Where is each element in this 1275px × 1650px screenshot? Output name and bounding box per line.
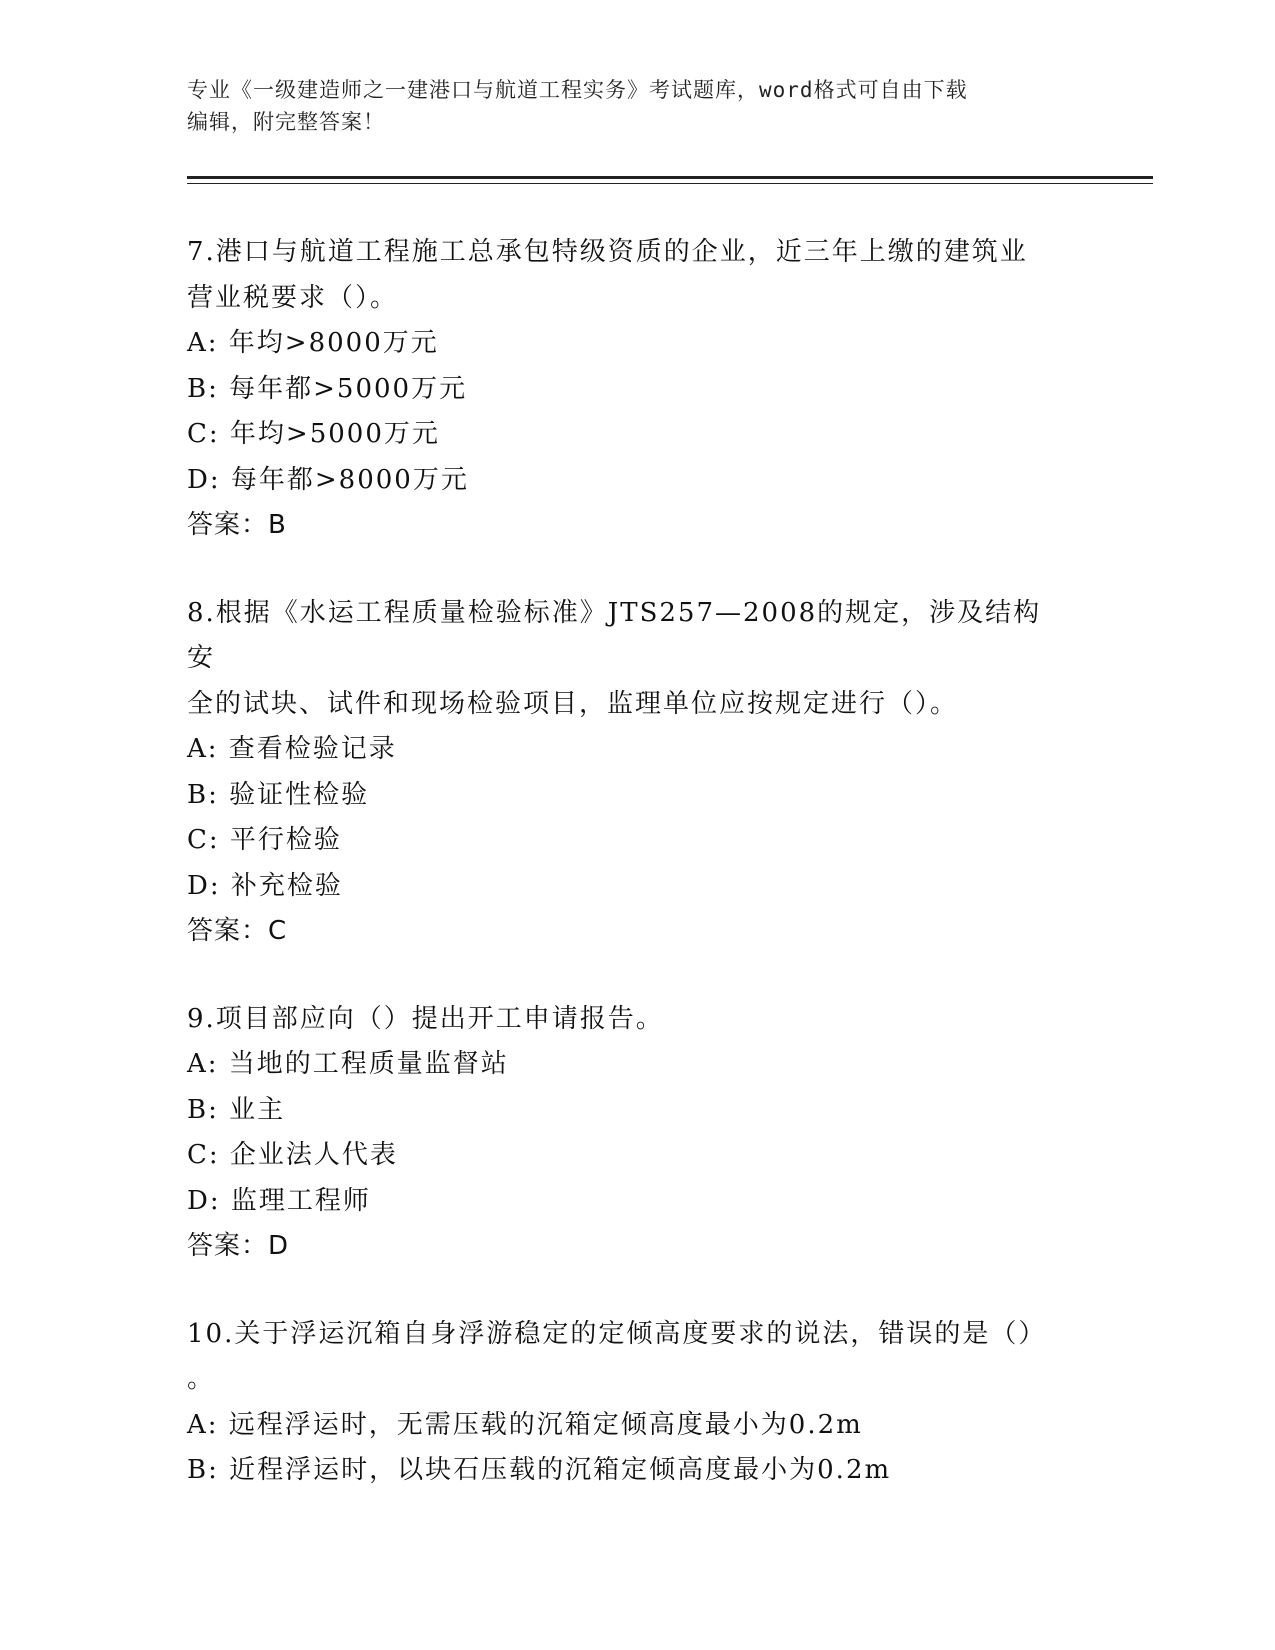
- option-d: D: 监理工程师: [187, 1185, 371, 1216]
- question-9: [187, 997, 1087, 1270]
- answer-line: 答案：B: [187, 510, 287, 540]
- option-a: A: 查看检验记录: [187, 734, 397, 764]
- question-stem-line: 。: [187, 1364, 216, 1394]
- header-rule-thin: [187, 183, 1153, 184]
- option-d: D: 每年都>8000万元: [187, 464, 469, 495]
- option-b: B: 近程浮运时，以块石压载的沉箱定倾高度最小为0.2m: [187, 1455, 892, 1485]
- option-c: C: 平行检验: [187, 825, 342, 855]
- option-a: A: 年均>8000万元: [187, 328, 439, 358]
- question-stem-line: 7.港口与航道工程施工总承包特级资质的企业，近三年上缴的建筑业: [187, 237, 1028, 267]
- question-stem-line: 营业税要求（）。: [187, 282, 399, 313]
- question-stem-line: 9.项目部应向（）提出开工申请报告。: [187, 1003, 664, 1034]
- answer-line: 答案：C: [187, 916, 288, 946]
- question-7: [187, 230, 1087, 549]
- option-b: B: 业主: [187, 1094, 286, 1125]
- question-stem-line: 10.关于浮运沉箱自身浮游稳定的定倾高度要求的说法，错误的是（）: [187, 1318, 1047, 1349]
- header-line-2: 编辑，附完整答案！: [187, 110, 385, 134]
- question-8: [187, 591, 1087, 955]
- option-d: D: 补充检验: [187, 870, 343, 901]
- question-stem-line: 8.根据《水运工程质量检验标准》JTS257—2008的规定，涉及结构安: [187, 597, 1042, 673]
- header-line-1: 专业《一级建造师之一建港口与航道工程实务》考试题库，word格式可自由下载: [187, 78, 968, 102]
- option-c: C: 年均>5000万元: [187, 419, 440, 449]
- option-a: A: 远程浮运时，无需压载的沉箱定倾高度最小为0.2m: [187, 1409, 863, 1440]
- question-list: [187, 230, 1087, 1536]
- option-b: B: 每年都>5000万元: [187, 373, 468, 404]
- option-b: B: 验证性检验: [187, 779, 370, 810]
- option-a: A: 当地的工程质量监督站: [187, 1049, 509, 1079]
- answer-line: 答案：D: [187, 1231, 290, 1261]
- document-header: [187, 74, 1067, 138]
- question-10: [187, 1312, 1087, 1494]
- header-rule-thick: [187, 176, 1153, 179]
- option-c: C: 企业法人代表: [187, 1140, 398, 1170]
- question-stem-line: 全的试块、试件和现场检验项目，监理单位应按规定进行（）。: [187, 688, 959, 719]
